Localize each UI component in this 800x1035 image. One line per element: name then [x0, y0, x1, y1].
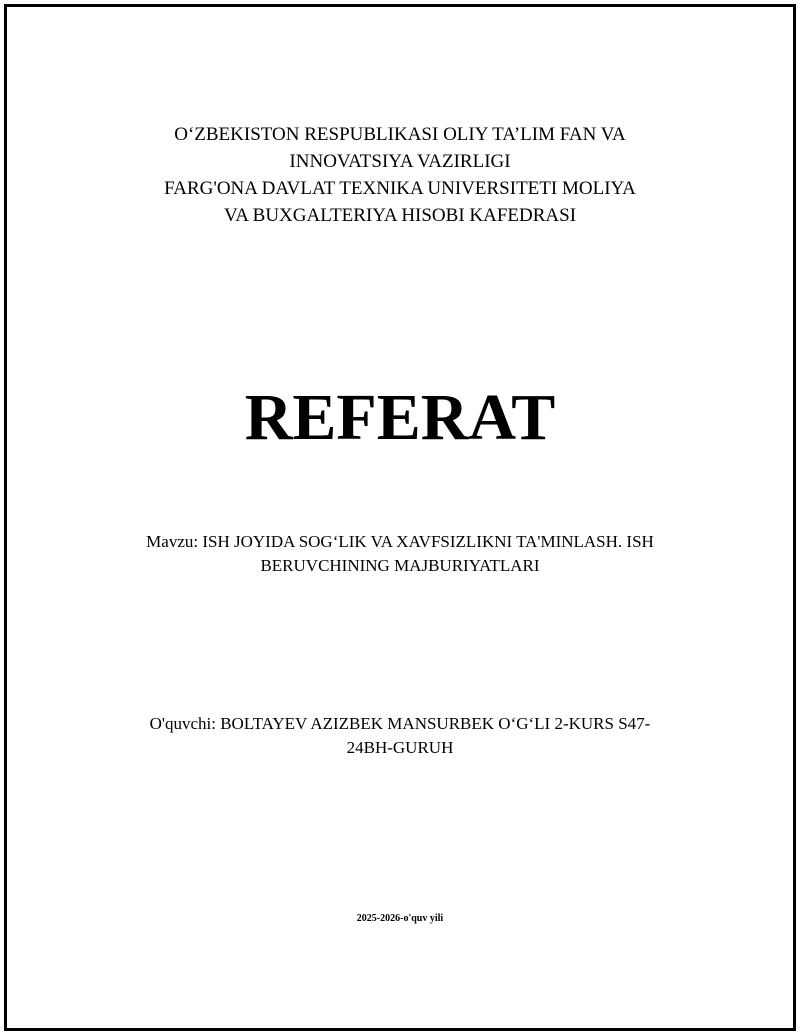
header-line-ministry-1: O‘ZBEKISTON RESPUBLIKASI OLIY TA’LIM FAN VA: [174, 124, 626, 145]
topic-line-2: BERUVCHINING MAJBURIYATLARI: [260, 556, 540, 575]
student-line-2: 24BH-GURUH: [346, 738, 454, 757]
document-title: REFERAT: [244, 381, 556, 454]
institution-header: [0, 121, 800, 229]
header-line-university-1: FARG'ONA DAVLAT TEXNIKA UNIVERSITETI MOLIYA: [164, 178, 636, 199]
topic-line-1: Mavzu: ISH JOYIDA SOG‘LIK VA XAVFSIZLIKNI TA'MINLASH. ISH: [146, 532, 654, 551]
student-line-1: O'quvchi: BOLTAYEV AZIZBEK MANSURBEK O‘G‘LI 2-KURS S47-: [149, 714, 651, 733]
academic-year: 2025-2026-o'quv yili: [356, 913, 444, 924]
header-line-university-2: VA BUXGALTERIYA HISOBI KAFEDRASI: [223, 205, 577, 226]
header-line-ministry-2: INNOVATSIYA VAZIRLIGI: [289, 151, 511, 172]
topic-block: [0, 530, 800, 578]
student-block: [0, 712, 800, 760]
